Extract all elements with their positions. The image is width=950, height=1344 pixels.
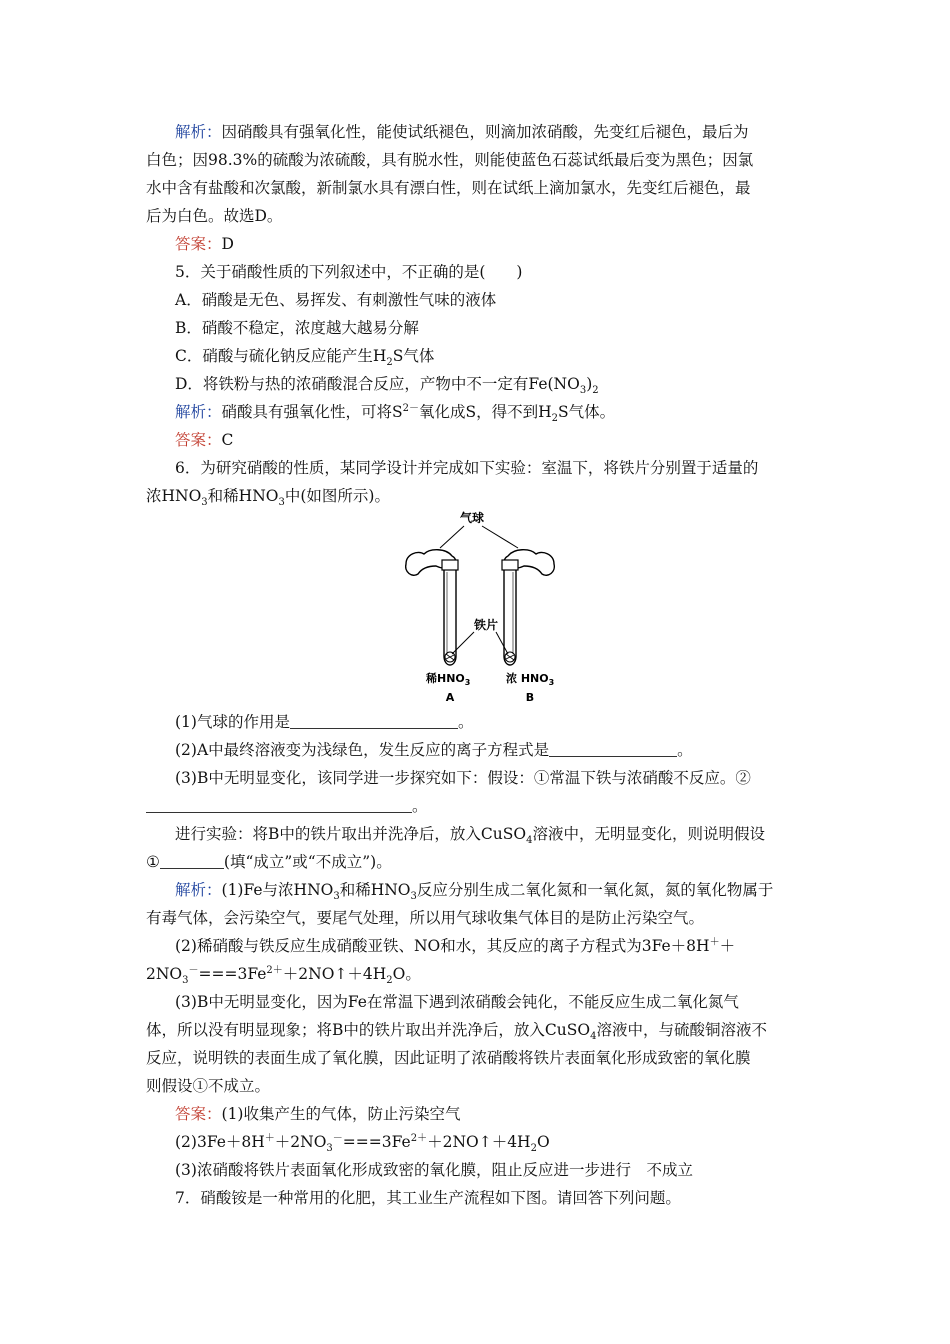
balloon-pointer-left	[440, 526, 464, 548]
q6-analysis-line2: 有毒气体，会污染空气，要尾气处理，所以用气球收集气体目的是防止污染空气。	[146, 909, 705, 927]
analysis-label: 解析：	[175, 403, 222, 421]
q6-analysis-line6: 体，所以没有明显现象；将B中的铁片取出并洗净后，放入CuSO$_4$溶液中，与硫酸铜溶液不	[146, 1021, 767, 1043]
q6-experiment-line2: ① (填“成立”或“不成立”)。	[146, 853, 392, 871]
analysis-label: 解析：	[175, 123, 222, 141]
answer-label: 答案：	[175, 431, 222, 449]
q5-option-b: B．硝酸不稳定，浓度越大越易分解	[175, 319, 419, 337]
q6-stem-line2: 浓$HNO_3$和稀$HNO_3$中(如图所示)。	[146, 487, 390, 509]
q5-option-a: A．硝酸是无色、易挥发、有刺激性气味的液体	[175, 291, 497, 309]
q6-analysis-line7: 反应，说明铁的表面生成了氧化膜，因此证明了浓硝酸将铁片表面氧化形成致密的氧化膜	[146, 1049, 751, 1067]
q4-answer: 答案：D	[175, 235, 234, 253]
answer-blank[interactable]	[549, 740, 677, 757]
balloon-label: 气球	[459, 511, 485, 525]
analysis-label: 解析：	[175, 881, 222, 899]
q4-analysis-line2: 白色；因98.3%的硫酸为浓硫酸，具有脱水性，则能使蓝色石蕊试纸最后变为黑色；因氯	[146, 151, 754, 169]
iron-label: 铁片	[473, 618, 499, 632]
q6-analysis-line5: (3)B中无明显变化，因为Fe在常温下遇到浓硝酸会钝化，不能反应生成二氧化氮气	[175, 993, 739, 1011]
q5-option-c: C．硝酸与硫化钠反应能产生$H_2S$气体	[175, 347, 435, 369]
answer-label: 答案：	[175, 235, 222, 253]
tube-a-letter: A	[445, 691, 455, 704]
q5-analysis: 解析：硝酸具有强氧化性，可将$S^{2-}$氧化成S，得不到$H_2S$气体。	[175, 402, 616, 425]
q6-analysis-line8: 则假设①不成立。	[146, 1077, 271, 1095]
q6-answer-line3: (3)浓硝酸将铁片表面氧化形成致密的氧化膜，阻止反应进一步进行 不成立	[175, 1161, 693, 1179]
q5-option-d: D．将铁粉与热的浓硝酸混合反应，产物中不一定有$Fe(NO_3)_2$	[175, 375, 599, 397]
answer-blank[interactable]	[160, 852, 224, 869]
tube-a-stopper	[442, 560, 458, 570]
q6-analysis-line1: 解析：(1)Fe与浓$HNO_3$和稀$HNO_3$反应分别生成二氧化氮和一氧化氮，氮的氧化物属于	[175, 881, 774, 903]
q6-sub2: (2)A中最终溶液变为浅绿色，发生反应的离子方程式是 。	[175, 741, 693, 759]
q6-experiment-line1: 进行实验：将B中的铁片取出并洗净后，放入CuSO$_4$溶液中，无明显变化，则说明假设	[175, 825, 765, 847]
q6-answer-line1: 答案：(1)收集产生的气体，防止污染空气	[175, 1105, 461, 1123]
q7-stem: 7．硝酸铵是一种常用的化肥，其工业生产流程如下图。请回答下列问题。	[175, 1189, 681, 1207]
balloon-pointer-right	[482, 526, 518, 548]
q4-analysis-line4: 后为白色。故选D。	[146, 207, 283, 225]
tube-a	[444, 570, 456, 665]
answer-label: 答案：	[175, 1105, 222, 1123]
answer-blank[interactable]	[146, 796, 412, 813]
q5-stem: 5．关于硝酸性质的下列叙述中，不正确的是( )	[175, 263, 523, 281]
q6-sub1: (1)气球的作用是 。	[175, 713, 474, 731]
q6-analysis-line4: $2NO_3^-===3Fe^{2+}+2NO↑+4H_2O$。	[146, 964, 421, 987]
q4-analysis-line3: 水中含有盐酸和次氯酸，新制氯水具有漂白性，则在试纸上滴加氯水，先变红后褪色，最	[146, 179, 751, 197]
test-tube-figure	[400, 508, 560, 708]
q4-analysis-line1: 解析：因硝酸具有强氧化性，能使试纸褪色，则滴加浓硝酸，先变红后褪色，最后为	[175, 123, 749, 141]
q6-sub3-line1: (3)B中无明显变化，该同学进一步探究如下：假设：①常温下铁与浓硝酸不反应。②	[175, 769, 751, 787]
q6-sub3-line2: 。	[146, 792, 806, 820]
tube-a-label: 稀$HNO_3$	[426, 672, 471, 687]
q5-answer: 答案：C	[175, 431, 234, 449]
q6-analysis-line3: (2)稀硝酸与铁反应生成硝酸亚铁、NO和水，其反应的离子方程式为3Fe＋8H＋＋	[175, 936, 736, 955]
tube-b-label: 浓 $HNO_3$	[506, 672, 555, 687]
q6-stem-line1: 6．为研究硝酸的性质，某同学设计并完成如下实验：室温下，将铁片分别置于适量的	[175, 459, 759, 477]
tube-b-stopper	[502, 560, 518, 570]
tube-b-letter: B	[525, 691, 535, 704]
answer-blank[interactable]	[290, 712, 458, 729]
q6-answer-line2: $(2)3Fe+8H^++2NO_3^-===3Fe^{2+}+2NO↑+4H_2O$	[175, 1132, 550, 1155]
